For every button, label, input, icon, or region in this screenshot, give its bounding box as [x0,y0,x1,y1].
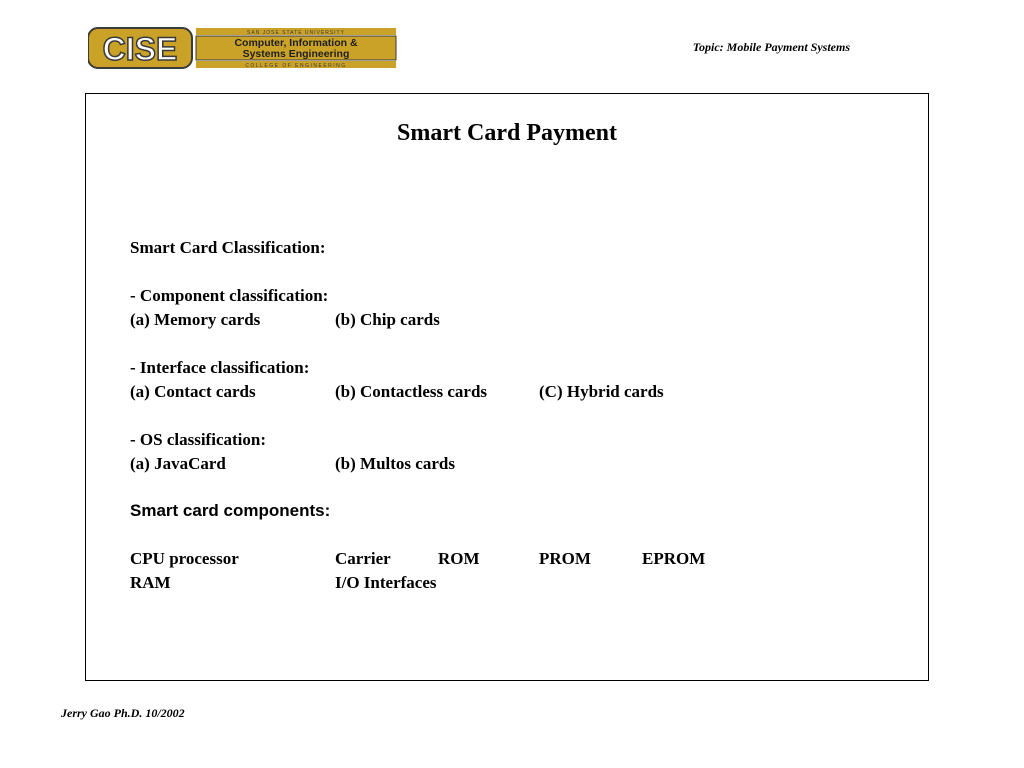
logo-line1: Computer, Information & [234,37,358,49]
interface-row [130,382,830,402]
footer-author: Jerry Gao Ph.D. 10/2002 [61,706,185,720]
component-a: (a) Memory cards [130,310,261,329]
component-prom: PROM [539,549,591,568]
logo-line2: Systems Engineering [242,48,350,60]
os-b: (b) Multos cards [335,454,455,473]
component-cpu: CPU processor [130,549,239,568]
component-carrier: Carrier [335,549,391,568]
os-row [130,454,830,474]
classification-heading: Smart Card Classification: [130,238,326,257]
components-heading: Smart card components: [130,501,331,520]
interface-a: (a) Contact cards [130,382,256,401]
slide-frame [85,93,929,681]
logo-cise-text: CISE [102,31,178,67]
slide-title: Smart Card Payment [397,120,617,146]
interface-b: (b) Contactless cards [335,382,488,401]
components-row-1 [130,549,830,569]
component-heading: - Component classification: [130,286,329,305]
component-eprom: EPROM [642,549,706,568]
component-row [130,310,830,330]
cise-logo [88,26,398,70]
topic-label: Topic: Mobile Payment Systems [692,40,850,54]
component-rom: ROM [438,549,480,568]
os-a: (a) JavaCard [130,454,226,473]
interface-c: (C) Hybrid cards [539,382,664,401]
component-ram: RAM [130,573,171,592]
logo-college-text: COLLEGE OF ENGINEERING [245,63,347,69]
component-b: (b) Chip cards [335,310,440,329]
component-io: I/O Interfaces [335,573,437,592]
interface-heading: - Interface classification: [130,358,310,377]
logo-university-text: SAN JOSE STATE UNIVERSITY [247,30,345,36]
components-row-2 [130,573,830,593]
os-heading: - OS classification: [130,430,266,449]
